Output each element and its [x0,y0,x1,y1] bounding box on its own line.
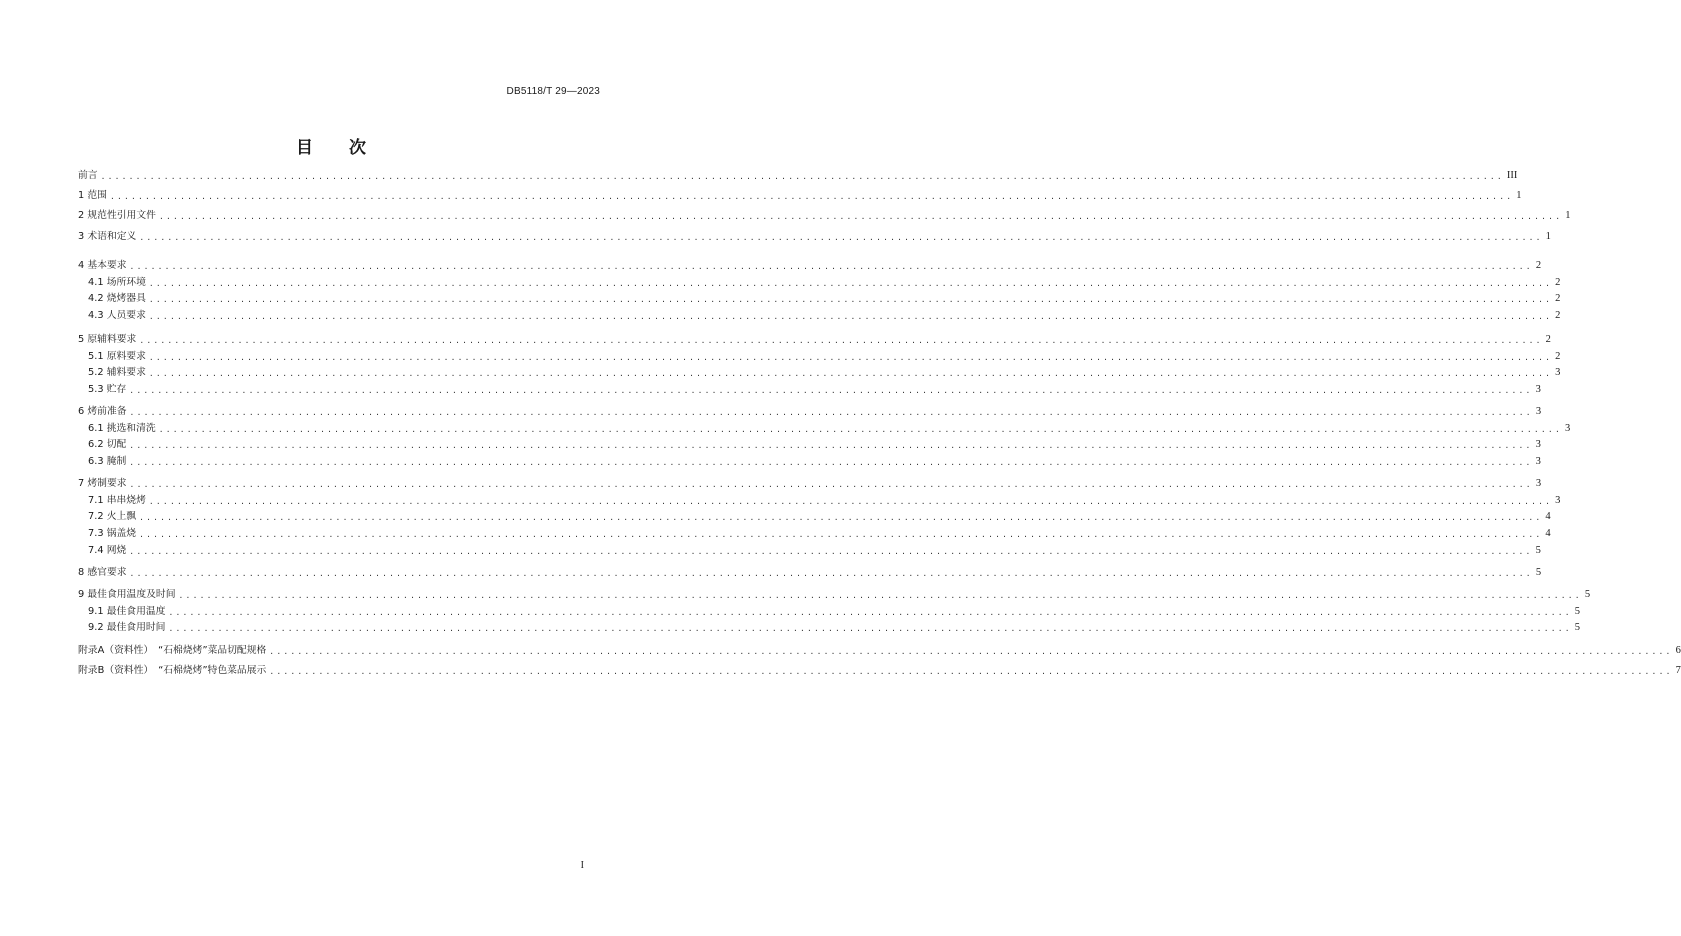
toc-entry[interactable] [78,229,1551,245]
toc-dot-leader: ........................................................................................................................................................................................................ [168,624,1572,633]
toc-entry-label: 8 感官要求 [78,567,127,578]
toc-dot-leader: ........................................................................................................................................................................................................ [109,192,1514,201]
toc-dot-leader: ........................................................................................................................................................................................................ [158,212,1563,221]
toc-dot-leader: ........................................................................................................................................................................................................ [129,262,1533,271]
toc-entry-label: 6 烤前准备 [78,406,127,417]
toc-entry-page: 3 [1535,406,1542,417]
toc-entry-label: 7.2 火上飘 [88,511,137,522]
toc-entry[interactable] [78,421,1571,437]
toc-entry-page: 3 [1535,384,1541,395]
toc-entry-page: 2 [1555,293,1561,304]
toc-entry[interactable] [78,454,1541,470]
toc-dot-leader: ........................................................................................................................................................................................................ [129,408,1533,417]
toc-dot-leader: ........................................................................................................................................................................................................ [129,547,1533,556]
toc-entry[interactable] [78,543,1541,559]
toc-entry-label: 附录A（资料性） “石棉烧烤”菜品切配规格 [78,645,267,656]
toc-entry-label: 7.3 锅盖烧 [88,528,137,539]
toc-dot-leader: ........................................................................................................................................................................................................ [129,458,1533,467]
toc-entry-page: 1 [1516,190,1522,201]
toc-entry-label: 7.1 串串烧烤 [88,495,146,506]
toc-entry-label: 6.1 挑选和清洗 [88,423,156,434]
toc-entry-page: 1 [1565,210,1571,221]
toc-entry-label: 5.3 贮存 [88,384,127,395]
toc-title-part2: 次 [349,138,366,158]
toc-entry-page: III [1506,170,1518,181]
toc-dot-leader: ........................................................................................................................................................................................................ [139,530,1543,539]
toc-entry[interactable] [78,258,1542,274]
toc-entry[interactable] [78,526,1551,542]
toc-title [0,133,662,158]
toc-entry-label: 9 最佳食用温度及时间 [78,589,176,600]
toc-entry[interactable] [78,643,1681,659]
toc-entry-page: 2 [1555,277,1561,288]
toc-title-part1: 目 [296,138,313,158]
toc-dot-leader: ........................................................................................................................................................................................................ [139,233,1543,242]
toc-entry[interactable] [78,509,1551,525]
toc-entry[interactable] [78,208,1571,224]
toc-entry-label: 4.1 场所环境 [88,277,146,288]
toc-entry[interactable] [78,587,1591,603]
toc-dot-leader: ........................................................................................................................................................................................................ [129,569,1533,578]
toc-entry-page: 3 [1564,423,1571,434]
toc-entry-label: 5 原辅料要求 [78,334,137,345]
toc-entry-label: 5.1 原料要求 [88,351,146,362]
toc-entry[interactable] [78,349,1561,365]
toc-dot-leader: ........................................................................................................................................................................................................ [168,608,1572,617]
toc-entry[interactable] [78,663,1681,679]
toc-dot-leader: ........................................................................................................................................................................................................ [269,667,1673,676]
toc-dot-leader: ........................................................................................................................................................................................................ [269,647,1673,656]
toc-entry[interactable] [78,382,1541,398]
toc-entry-page: 2 [1535,260,1542,271]
toc-dot-leader: ........................................................................................................................................................................................................ [100,172,1504,181]
toc-entry-page: 3 [1535,478,1542,489]
toc-entry-label: 附录B（资料性） “石棉烧烤”特色菜品展示 [78,665,267,676]
toc-entry-page: 3 [1555,367,1561,378]
toc-dot-leader: ........................................................................................................................................................................................................ [158,425,1562,434]
toc-entry-label: 9.2 最佳食用时间 [88,622,166,633]
toc-dot-leader: ........................................................................................................................................................................................................ [148,312,1553,321]
toc-entry[interactable] [78,565,1542,581]
toc-dot-leader: ........................................................................................................................................................................................................ [178,591,1582,600]
toc-entry[interactable] [78,476,1542,492]
toc-entry[interactable] [78,188,1522,204]
toc-dot-leader: ........................................................................................................................................................................................................ [139,336,1543,345]
toc-dot-leader: ........................................................................................................................................................................................................ [129,480,1533,489]
toc-entry-page: 5 [1574,622,1581,633]
toc-entry-label: 4.3 人员要求 [88,310,146,321]
toc-entry[interactable] [78,493,1561,509]
page-number: I [580,860,584,871]
toc-entry-page: 7 [1675,665,1681,676]
toc-dot-leader: ........................................................................................................................................................................................................ [148,369,1553,378]
toc-entry-label: 3 术语和定义 [78,231,137,242]
toc-entry-label: 6.3 腌制 [88,456,127,467]
toc-dot-leader: ........................................................................................................................................................................................................ [148,295,1553,304]
toc-dot-leader: ........................................................................................................................................................................................................ [129,441,1533,450]
toc-entry[interactable] [78,365,1561,381]
toc-dot-leader: ........................................................................................................................................................................................................ [139,513,1543,522]
document-code: DB5118/T 29—2023 [506,86,600,97]
toc-entry-label: 9.1 最佳食用温度 [88,606,166,617]
toc-entry-page: 4 [1545,528,1551,539]
toc-dot-leader: ........................................................................................................................................................................................................ [148,497,1553,506]
toc-entry[interactable] [78,332,1551,348]
toc-dot-leader: ........................................................................................................................................................................................................ [129,386,1533,395]
toc-entry-page: 6 [1675,645,1681,656]
toc-entry[interactable] [78,604,1581,620]
toc-entry-label: 2 规范性引用文件 [78,210,156,221]
toc-entry-label: 4 基本要求 [78,260,127,271]
toc-dot-leader: ........................................................................................................................................................................................................ [148,279,1553,288]
toc-entry-page: 5 [1584,589,1591,600]
toc-entry-page: 5 [1574,606,1581,617]
toc-entry[interactable] [78,168,1518,184]
toc-entry-page: 1 [1545,231,1551,242]
toc-entry[interactable] [78,275,1561,291]
toc-entry-page: 3 [1535,456,1541,467]
toc-entry-label: 6.2 切配 [88,439,127,450]
toc-entry-page: 3 [1535,439,1541,450]
toc-entry-label: 7.4 网烧 [88,545,127,556]
toc-entry-label: 前言 [78,170,98,181]
toc-entry[interactable] [78,404,1542,420]
toc-dot-leader: ........................................................................................................................................................................................................ [148,353,1553,362]
toc-entry-page: 5 [1535,545,1541,556]
toc-entry[interactable] [78,291,1561,307]
toc-entry-page: 2 [1555,351,1561,362]
toc-entry[interactable] [78,620,1581,636]
toc-entry[interactable] [78,308,1561,324]
toc-entry-page: 5 [1535,567,1542,578]
toc-entry-page: 2 [1545,334,1551,345]
toc-entry-label: 7 烤制要求 [78,478,127,489]
toc-entry-label: 4.2 烧烤器具 [88,293,146,304]
toc-entry-page: 4 [1545,511,1551,522]
toc-entry[interactable] [78,437,1541,453]
toc-entry-label: 1 范围 [78,190,107,201]
toc-entry-page: 3 [1555,495,1561,506]
toc-entry-label: 5.2 辅料要求 [88,367,146,378]
toc-entry-page: 2 [1555,310,1561,321]
